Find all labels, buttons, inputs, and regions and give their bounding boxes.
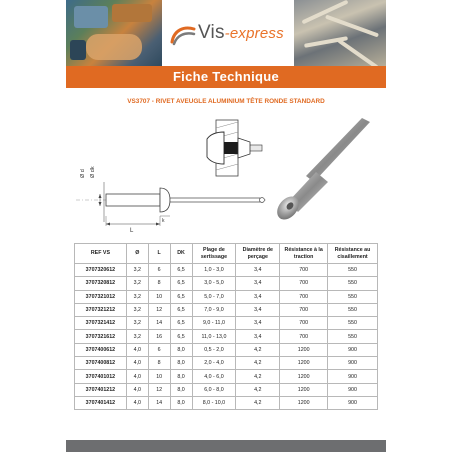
rivet-side-view — [76, 182, 266, 226]
ref-cell: 3707321012 — [75, 290, 127, 303]
col-header-length: L — [148, 244, 170, 264]
table-cell: 4,0 - 6,0 — [192, 370, 236, 383]
table-row — [75, 343, 378, 356]
ref-cell: 3707321212 — [75, 303, 127, 316]
table-cell: 16 — [148, 330, 170, 343]
brand-main: Vis — [198, 22, 225, 43]
swoosh-icon — [170, 22, 196, 46]
table-cell: 900 — [328, 343, 378, 356]
label-l: L — [130, 228, 134, 234]
col-header-ref: REF VS — [75, 244, 127, 264]
table-cell: 550 — [328, 277, 378, 290]
table-cell: 1200 — [280, 357, 328, 370]
table-cell: 4,2 — [236, 370, 280, 383]
table-row — [75, 383, 378, 396]
table-cell: 3,4 — [236, 277, 280, 290]
table-cell: 8,0 — [170, 343, 192, 356]
ref-cell: 3707320612 — [75, 264, 127, 277]
table-cell: 8,0 — [170, 396, 192, 409]
table-cell: 700 — [280, 303, 328, 316]
col-header-drill-diameter: Diamètre de perçage — [236, 244, 280, 264]
table-cell: 3,4 — [236, 264, 280, 277]
table-row — [75, 396, 378, 409]
table-cell: 6 — [148, 264, 170, 277]
table-cell: 550 — [328, 330, 378, 343]
table-cell: 550 — [328, 303, 378, 316]
ref-cell: 3707320812 — [75, 277, 127, 290]
brand-suffix: express — [229, 25, 284, 42]
table-row — [75, 303, 378, 316]
brand-logo — [170, 20, 290, 50]
table-cell: 11,0 - 13,0 — [192, 330, 236, 343]
col-header-diameter: Ø — [126, 244, 148, 264]
table-cell: 6,5 — [170, 303, 192, 316]
table-cell: 900 — [328, 370, 378, 383]
table-cell: 700 — [280, 290, 328, 303]
table-cell: 4,0 — [126, 370, 148, 383]
table-cell: 14 — [148, 317, 170, 330]
table-cell: 1,0 - 3,0 — [192, 264, 236, 277]
table-row — [75, 290, 378, 303]
table-cell: 3,2 — [126, 317, 148, 330]
col-header-grip-range: Plage de sertissage — [192, 244, 236, 264]
ref-cell: 3707400812 — [75, 357, 127, 370]
table-cell: 1200 — [280, 370, 328, 383]
table-cell: 900 — [328, 396, 378, 409]
table-cell: 5,0 - 7,0 — [192, 290, 236, 303]
table-cell: 900 — [328, 357, 378, 370]
label-dk: Ø dk — [90, 166, 96, 178]
table-cell: 10 — [148, 370, 170, 383]
header-photo-workshop — [66, 0, 162, 66]
table-cell: 1200 — [280, 396, 328, 409]
table-row — [75, 317, 378, 330]
rivet-drawing — [66, 112, 386, 242]
table-cell: 700 — [280, 330, 328, 343]
table-cell: 8,0 — [170, 370, 192, 383]
table-cell: 900 — [328, 383, 378, 396]
table-cell: 4,0 — [126, 383, 148, 396]
table-cell: 10 — [148, 290, 170, 303]
table-cell: 6,5 — [170, 290, 192, 303]
table-cell: 6 — [148, 343, 170, 356]
table-cell: 3,2 — [126, 264, 148, 277]
table-cell: 3,4 — [236, 330, 280, 343]
table-cell: 6,5 — [170, 317, 192, 330]
table-cell: 6,5 — [170, 277, 192, 290]
table-cell: 6,5 — [170, 264, 192, 277]
table-cell: 6,0 - 8,0 — [192, 383, 236, 396]
table-cell: 3,2 — [126, 330, 148, 343]
table-cell: 3,4 — [236, 317, 280, 330]
table-header-row — [75, 244, 378, 264]
table-cell: 0,5 - 2,0 — [192, 343, 236, 356]
table-cell: 550 — [328, 264, 378, 277]
table-cell: 550 — [328, 290, 378, 303]
table-row — [75, 277, 378, 290]
table-cell: 700 — [280, 264, 328, 277]
table-cell: 12 — [148, 383, 170, 396]
table-row — [75, 330, 378, 343]
table-cell: 4,2 — [236, 357, 280, 370]
table-cell: 1200 — [280, 383, 328, 396]
table-cell: 3,0 - 5,0 — [192, 277, 236, 290]
ref-cell: 3707400612 — [75, 343, 127, 356]
ref-cell: 3707401012 — [75, 370, 127, 383]
table-cell: 3,2 — [126, 277, 148, 290]
table-cell: 3,2 — [126, 303, 148, 316]
col-header-shear: Résistance au cisaillement — [328, 244, 378, 264]
brand-separator: - — [224, 25, 230, 42]
table-cell: 6,5 — [170, 330, 192, 343]
header-photo-screws — [294, 0, 386, 66]
table-cell: 550 — [328, 317, 378, 330]
footer-bar — [66, 440, 386, 452]
table-cell: 4,0 — [126, 396, 148, 409]
table-cell: 9,0 - 11,0 — [192, 317, 236, 330]
table-cell: 3,2 — [126, 290, 148, 303]
col-header-dk: DK — [170, 244, 192, 264]
table-row — [75, 264, 378, 277]
table-cell: 4,0 — [126, 343, 148, 356]
ref-cell: 3707321412 — [75, 317, 127, 330]
rivet-section-view — [207, 120, 262, 176]
table-cell: 1200 — [280, 343, 328, 356]
product-title: VS3707 - RIVET AVEUGLE ALUMINIUM TÊTE RONDE STANDARD — [127, 98, 325, 105]
table-cell: 4,2 — [236, 396, 280, 409]
table-cell: 700 — [280, 317, 328, 330]
rivet-photo — [273, 118, 370, 224]
header — [66, 0, 386, 66]
band-title: Fiche Technique — [172, 69, 280, 84]
table-cell: 3,4 — [236, 290, 280, 303]
table-cell: 4,2 — [236, 343, 280, 356]
table-row — [75, 370, 378, 383]
table-cell: 2,0 - 4,0 — [192, 357, 236, 370]
col-header-tensile: Résistance à la traction — [280, 244, 328, 264]
table-cell: 4,2 — [236, 383, 280, 396]
label-d: Ø d — [80, 169, 86, 178]
table-cell: 3,4 — [236, 303, 280, 316]
table-cell: 12 — [148, 303, 170, 316]
table-cell: 700 — [280, 277, 328, 290]
table-cell: 4,0 — [126, 357, 148, 370]
ref-cell: 3707401412 — [75, 396, 127, 409]
specifications-table — [74, 243, 378, 410]
label-k: k — [162, 218, 165, 224]
table-cell: 8 — [148, 357, 170, 370]
table-cell: 7,0 - 9,0 — [192, 303, 236, 316]
table-row — [75, 357, 378, 370]
table-cell: 14 — [148, 396, 170, 409]
table-cell: 8 — [148, 277, 170, 290]
datasheet-page — [66, 0, 386, 452]
ref-cell: 3707321612 — [75, 330, 127, 343]
ref-cell: 3707401212 — [75, 383, 127, 396]
table-cell: 8,0 — [170, 357, 192, 370]
table-cell: 8,0 — [170, 383, 192, 396]
table-cell: 8,0 - 10,0 — [192, 396, 236, 409]
